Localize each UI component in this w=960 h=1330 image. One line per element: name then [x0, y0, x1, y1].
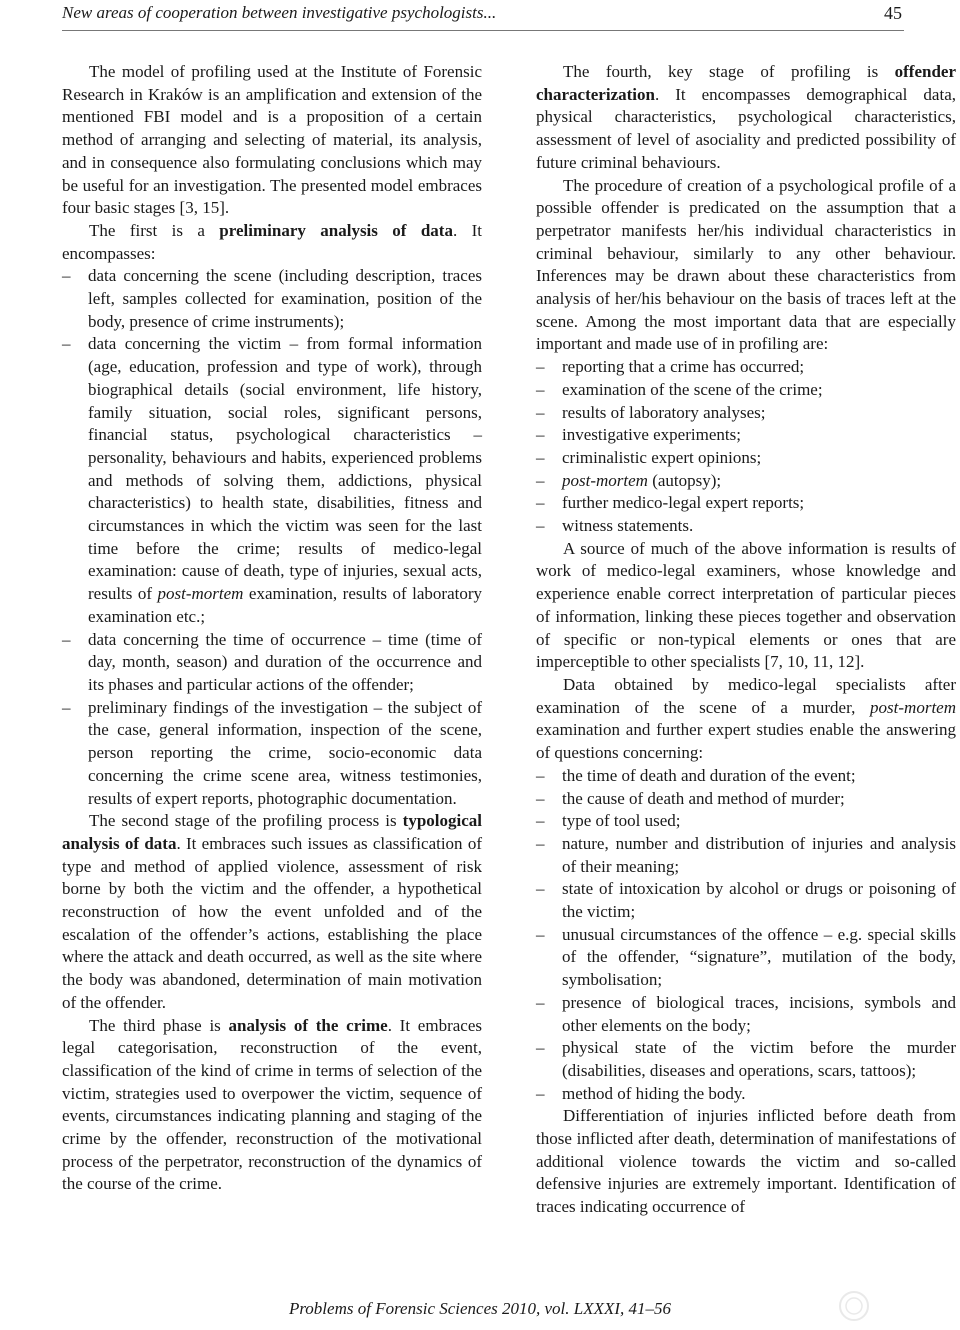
text-run: data concerning the victim – from formal information (age, education, profession and type of work), through biographical details (social environment, life history, family situation, social roles, significant persons, financial status, psychological characteristics – personality, behaviours and habits, experienced problems and methods of solving them, addictions, physical characteristics) to health state, disabilities, fitness and circumstances in which the victim was seen for the last time before the crime; results of medico-legal examination: cause of death, type of injuries, sexual acts, results of — [88, 334, 482, 604]
term-post-mortem: post-mortem — [870, 697, 956, 717]
list-item: – presence of biological traces, incisions, symbols and other elements on the body; — [536, 992, 956, 1037]
list-item: – type of tool used; — [536, 810, 956, 833]
paragraph-differentiation: Differentiation of injuries inflicted before death from those inflicted after death, determination of manifestations of additional violence towards the victim and so-called defensive injuries are extremely important. Identification of traces indicating occurrence of — [536, 1106, 956, 1217]
term-offender-characterization: offender characterization — [536, 62, 956, 104]
text-run: . It embraces legal categorisation, reconstruction of the event, classification of the kind of crime in terms of selection of the victim, strategies used to overpower the victim, sequence of events, circumstances indicating planning and staging of the crime by the offender, reconstruction of the motivational process of the perpetrator, reconstruction of the dynamics of the course of the crime. — [62, 1015, 482, 1194]
list-questions — [536, 765, 956, 1106]
list-first-stage-data — [62, 265, 482, 810]
list-item: – nature, number and distribution of injuries and analysis of their meaning; — [536, 833, 956, 878]
list-item: – further medico-legal expert reports; — [536, 492, 956, 515]
text-run: The fourth, key stage of profiling is — [563, 62, 895, 81]
page-number: 45 — [884, 3, 902, 23]
paragraph-second-stage — [62, 810, 482, 1014]
list-item — [62, 333, 482, 628]
term-post-mortem: post-mortem — [562, 470, 648, 490]
text-run: (autopsy); — [647, 470, 722, 490]
paragraph-model-intro: The model of profiling used at the Institute of Forensic Research in Kraków is an amplification and extension of the mentioned FBI model and is a proposition of a certain method of arranging and selecting of material, its analysis, and in consequence also formulating conclusions which may be useful for an investigation. The presented model embraces four basic stages [3, 15]. — [62, 62, 482, 218]
text-run: examination, results of laboratory examination etc.; — [88, 584, 482, 626]
journal-citation: Problems of Forensic Sciences 2010, vol. LXXXI, 41–56 — [288, 1299, 672, 1318]
paragraph-medico-legal-source: A source of much of the above information is results of work of medico-legal examiners, whose knowledge and experience enable correct interpretation of particular pieces of information, linking these pieces together and observation of specific or non-typical elements or ones that are imperceptible to other specialists [7, 10, 11, 12]. — [536, 538, 956, 672]
list-item: – data concerning the time of occurrence – time (time of day, month, season) and duration of the occurrence and its phases and particular actions of the offender; — [62, 629, 482, 697]
list-item: – data concerning the scene (including description, traces left, samples collected for examination, position of the body, presence of crime instruments); — [62, 265, 482, 333]
list-item: – the time of death and duration of the event; — [536, 765, 956, 788]
term-post-mortem: post-mortem — [157, 584, 244, 604]
running-header — [62, 0, 904, 31]
list-item: – physical state of the victim before the murder (disabilities, diseases and operations, scars, tattoos); — [536, 1037, 956, 1082]
list-item: – reporting that a crime has occurred; — [536, 356, 956, 379]
list-item — [536, 470, 956, 493]
text-run: . It encompasses: — [62, 220, 482, 263]
list-item: – criminalistic expert opinions; — [536, 447, 956, 470]
list-item: – state of intoxication by alcohol or drugs or poisoning of the victim; — [536, 878, 956, 923]
running-title: New areas of cooperation between investigative psychologists... — [62, 3, 497, 22]
list-item: – witness statements. — [536, 515, 956, 538]
text-run: . It encompasses demographical data, physical characteristics, psychological characteristics, assessment of level of asociality and predicted possibility of future criminal behaviours. — [536, 84, 956, 172]
list-item: – the cause of death and method of murder; — [536, 788, 956, 811]
text-run: Data obtained by medico-legal specialists after examination of the scene of a murder, — [536, 674, 956, 717]
list-item: – investigative experiments; — [536, 424, 956, 447]
paragraph-profile-procedure: The procedure of creation of a psychological profile of a possible offender is predicated on the assumption that a perpetrator manifests her/his individual characteristics in criminal behaviour, similarly to any other behaviour. Inferences may be drawn about these characteristics from analysis of her/his behaviour on the basis of traces left at the scene. Among the most important data that are especially important and made use of in profiling are: — [536, 175, 956, 354]
list-profiling-data — [536, 356, 956, 538]
term-typological-analysis: typological analysis of data — [62, 811, 482, 853]
text-run: The first is a — [89, 220, 220, 240]
paragraph-third-stage — [62, 1015, 482, 1197]
text-run: The third phase is — [89, 1015, 229, 1035]
list-item: – results of laboratory analyses; — [536, 402, 956, 425]
list-item: – examination of the scene of the crime; — [536, 379, 956, 402]
left-column — [62, 61, 482, 1196]
paragraph-medico-legal-data — [536, 674, 956, 765]
term-analysis-of-crime: analysis of the crime — [228, 1015, 388, 1035]
watermark-logo-icon — [838, 1290, 870, 1322]
text-run: The second stage of the profiling process is — [89, 811, 403, 831]
term-preliminary-analysis: preliminary analysis of data — [219, 220, 453, 240]
right-column — [536, 61, 956, 1219]
list-item: – unusual circumstances of the offence – e.g. special skills of the offender, “signature”, mutilation of the body, symbolisation; — [536, 924, 956, 992]
paragraph-first-stage — [62, 220, 482, 265]
text-run: examination and further expert studies enable the answering of questions concerning: — [536, 720, 956, 763]
text-run: . It embraces such issues as classification of type and method of applied violence, assessment of risk borne by both the victim and the offender, a hypothetical reconstruction of how the event unfolded and of the escalation of the offender’s actions, establishing the place where the attack and death occurred, as well as the site where the body was abandoned, determination of main motivation of the offender. — [62, 833, 482, 1012]
list-item: – method of hiding the body. — [536, 1083, 956, 1106]
paragraph-fourth-stage — [536, 61, 956, 175]
list-item: – preliminary findings of the investigation – the subject of the case, general information, inspection of the scene, person reporting the crime, socio-economic data concerning the crime scene area, witness testimonies, results of expert reports, photographic documentation. — [62, 697, 482, 811]
